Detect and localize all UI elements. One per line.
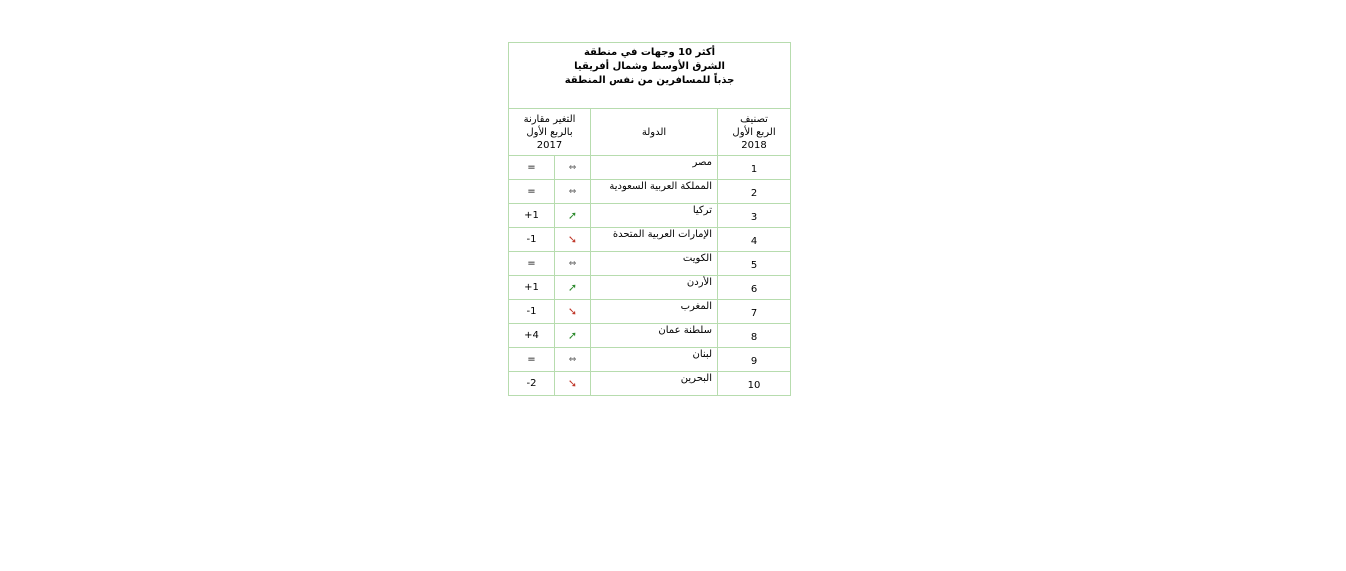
header-change [509,109,591,156]
trend-cell [555,204,591,228]
country-name: مصر [591,156,718,180]
table-title-line-2: الشرق الأوسط وشمال أفريقيا [574,61,725,72]
trend-cell [555,324,591,348]
header-change-line-3: 2017 [536,139,563,151]
table-row [509,324,791,348]
trend-cell [555,252,591,276]
table-title [509,43,791,109]
trend-cell [555,156,591,180]
trend-cell [555,348,591,372]
change-value: = [509,180,555,204]
table-row [509,300,791,324]
change-value: = [509,252,555,276]
header-row [509,109,791,156]
table-row [509,252,791,276]
header-rank [718,109,791,156]
trend-cell [555,180,591,204]
table-row [509,156,791,180]
table-row [509,180,791,204]
rank-number: 1 [718,156,791,180]
arrow-up-right-icon: ➚ [567,208,578,222]
rank-number: 8 [718,324,791,348]
table-title-line-1: أكثر 10 وجهات في منطقة [583,47,716,58]
country-name: لبنان [591,348,718,372]
country-name: الإمارات العربية المتحدة [591,228,718,252]
arrow-left-right-icon: ⇔ [568,162,577,173]
change-value: -2 [509,372,555,396]
change-value: -1 [509,228,555,252]
arrow-left-right-icon: ⇔ [568,186,577,197]
country-name: تركيا [591,204,718,228]
header-rank-line-1: تصنيف [740,113,768,125]
change-value: +1 [509,276,555,300]
table-row [509,276,791,300]
change-value: = [509,156,555,180]
change-value: +1 [509,204,555,228]
arrow-down-right-icon: ➘ [567,376,578,390]
rank-number: 9 [718,348,791,372]
rank-number: 2 [718,180,791,204]
header-change-line-1: التغير مقارنة [523,113,576,125]
arrow-up-right-icon: ➚ [567,328,578,342]
arrow-left-right-icon: ⇔ [568,354,577,365]
rank-number: 4 [718,228,791,252]
change-value: +4 [509,324,555,348]
country-name: البحرين [591,372,718,396]
arrow-down-right-icon: ➘ [567,232,578,246]
trend-cell [555,276,591,300]
header-rank-line-2: الربع الأول [732,126,776,138]
table-row [509,372,791,396]
rank-number: 5 [718,252,791,276]
arrow-down-right-icon: ➘ [567,304,578,318]
table-row [509,228,791,252]
trend-cell [555,228,591,252]
change-value: -1 [509,300,555,324]
header-change-line-2: بالربع الأول [526,126,573,138]
trend-cell [555,300,591,324]
arrow-up-right-icon: ➚ [567,280,578,294]
header-country: الدولة [591,109,718,156]
trend-cell [555,372,591,396]
rank-number: 7 [718,300,791,324]
destinations-ranking-table [508,42,791,396]
country-name: المغرب [591,300,718,324]
arrow-left-right-icon: ⇔ [568,258,577,269]
rank-number: 3 [718,204,791,228]
table-title-line-3: جذباً للمسافرين من نفس المنطقة [564,75,735,86]
country-name: المملكة العربية السعودية [591,180,718,204]
rank-number: 6 [718,276,791,300]
rank-number: 10 [718,372,791,396]
table-row [509,204,791,228]
table-row [509,348,791,372]
change-value: = [509,348,555,372]
country-name: سلطنة عمان [591,324,718,348]
country-name: الأردن [591,276,718,300]
header-rank-line-3: 2018 [741,139,767,151]
country-name: الكويت [591,252,718,276]
